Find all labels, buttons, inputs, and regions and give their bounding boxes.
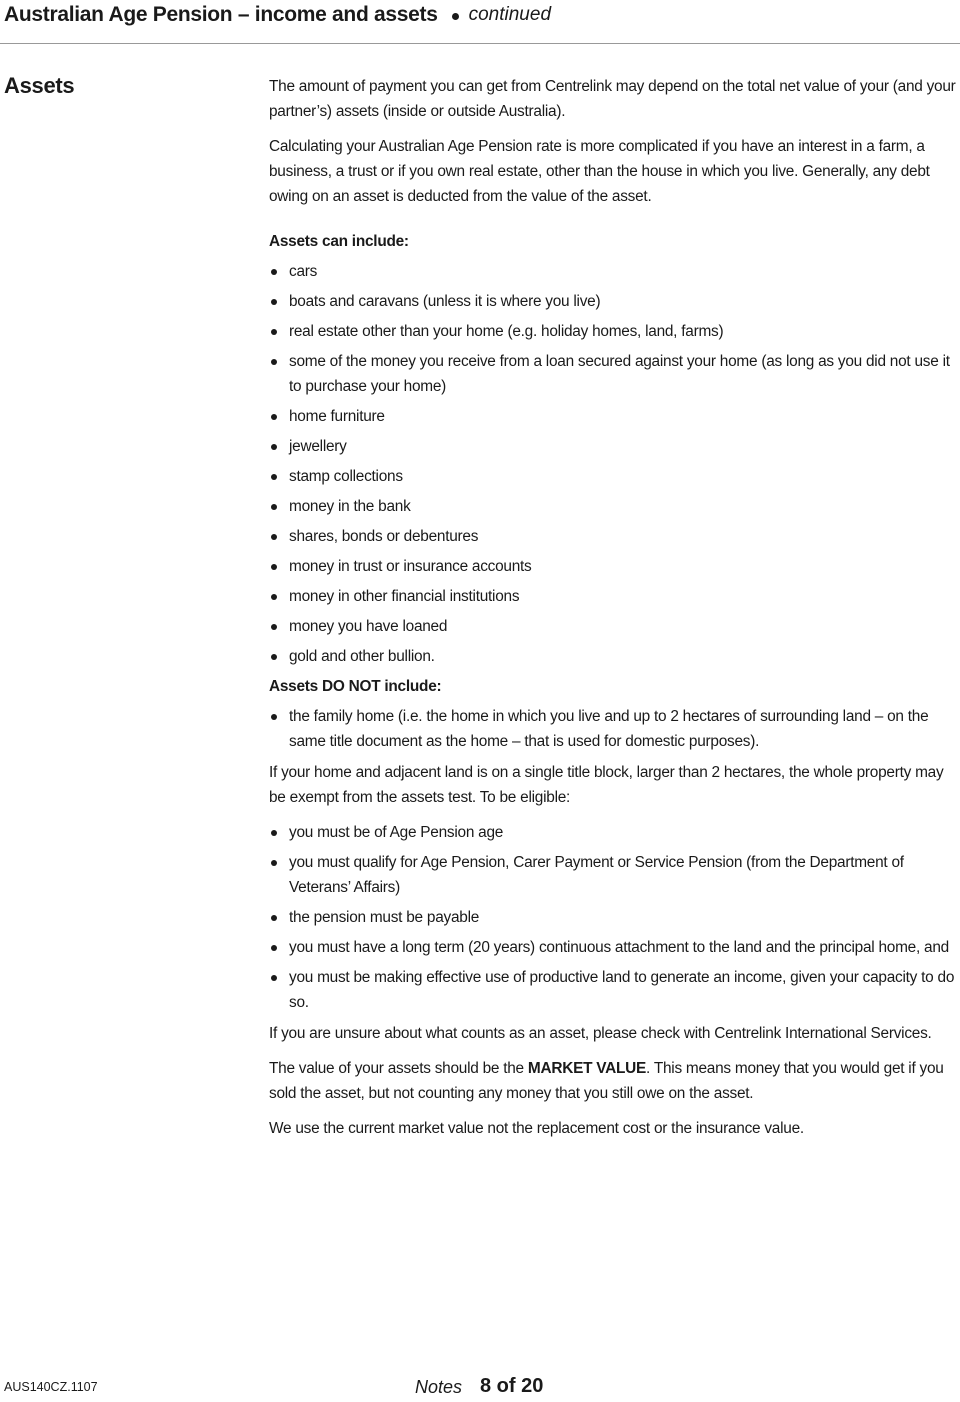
exclude-list: [269, 704, 958, 754]
bullet-icon: [271, 654, 277, 660]
list-item: money in trust or insurance accounts: [269, 554, 958, 579]
bullet-icon: [271, 860, 277, 866]
list-item: you must be making effective use of productive land to generate an income, given your capacity to do so.: [269, 965, 958, 1015]
bullet-icon: [271, 830, 277, 836]
header-continued: continued: [468, 4, 552, 25]
section-content: [269, 74, 958, 1151]
list-item: the pension must be payable: [269, 905, 958, 930]
list-item: boats and caravans (unless it is where you live): [269, 289, 958, 314]
paragraph-3: If your home and adjacent land is on a single title block, larger than 2 hectares, the whole property may be exempt from the assets test. To be eligible:: [269, 764, 944, 806]
bullet-icon: [271, 945, 277, 951]
list-item: gold and other bullion.: [269, 644, 958, 669]
paragraph-1: The amount of payment you can get from Centrelink may depend on the total net value of your (and your partner’s) assets (inside or outside Australia).: [269, 78, 956, 120]
bullet-icon: [271, 975, 277, 981]
bullet-icon: [271, 414, 277, 420]
page-number: 8 of 20: [480, 1375, 544, 1397]
bullet-icon: [271, 269, 277, 275]
header-title: Australian Age Pension – income and assets: [4, 3, 438, 26]
list-item: you must qualify for Age Pension, Carer Payment or Service Pension (from the Department of Veterans’ Affairs): [269, 850, 958, 900]
bullet-icon: [271, 564, 277, 570]
list-item: money you have loaned: [269, 614, 958, 639]
market-value-emphasis: MARKET VALUE: [527, 1060, 647, 1077]
list-item: jewellery: [269, 434, 958, 459]
list-item: shares, bonds or debentures: [269, 524, 958, 549]
bullet-icon: [271, 624, 277, 630]
section-heading: Assets: [4, 73, 75, 98]
list-item: stamp collections: [269, 464, 958, 489]
bullet-icon: [271, 714, 277, 720]
bullet-icon: [271, 594, 277, 600]
list-item: some of the money you receive from a loan secured against your home (as long as you did not use it to purchase your home): [269, 349, 958, 399]
list-item: cars: [269, 259, 958, 284]
header-rule: [0, 43, 960, 44]
list-item: you must be of Age Pension age: [269, 820, 958, 845]
bullet-icon: [271, 915, 277, 921]
eligibility-list: [269, 820, 958, 1015]
list-item: you must have a long term (20 years) continuous attachment to the land and the principal home, and: [269, 935, 958, 960]
list-item: real estate other than your home (e.g. holiday homes, land, farms): [269, 319, 958, 344]
footer-notes-label: Notes: [415, 1377, 463, 1397]
bullet-icon: [271, 329, 277, 335]
bullet-icon: [271, 534, 277, 540]
list-item: money in other financial institutions: [269, 584, 958, 609]
bullet-icon: [271, 444, 277, 450]
bullet-separator-icon: [452, 13, 459, 20]
document-code: AUS140CZ.1107: [4, 1380, 98, 1394]
list-item: home furniture: [269, 404, 958, 429]
paragraph-5: The value of your assets should be the MARKET VALUE. This means money that you would get if you sold the asset, but not counting any money that you still owe on the asset.: [269, 1060, 944, 1102]
bullet-icon: [271, 474, 277, 480]
paragraph-6: We use the current market value not the replacement cost or the insurance value.: [269, 1120, 804, 1137]
paragraph-2: Calculating your Australian Age Pension rate is more complicated if you have an interest in a farm, a business, a trust or if you own real estate, other than the house in which you live. Generally, any debt owing on an asset is deducted from the value of the asset.: [269, 138, 930, 205]
bullet-icon: [271, 504, 277, 510]
include-list: [269, 259, 958, 669]
page-header: [4, 0, 956, 30]
bullet-icon: [271, 299, 277, 305]
bullet-icon: [271, 359, 277, 365]
include-heading: Assets can include:: [269, 233, 409, 250]
list-item: money in the bank: [269, 494, 958, 519]
paragraph-4: If you are unsure about what counts as an asset, please check with Centrelink International Services.: [269, 1025, 932, 1042]
list-item: the family home (i.e. the home in which you live and up to 2 hectares of surrounding land – on the same title document as the home – that is used for domestic purposes).: [269, 704, 958, 754]
exclude-heading: Assets DO NOT include:: [269, 678, 442, 695]
